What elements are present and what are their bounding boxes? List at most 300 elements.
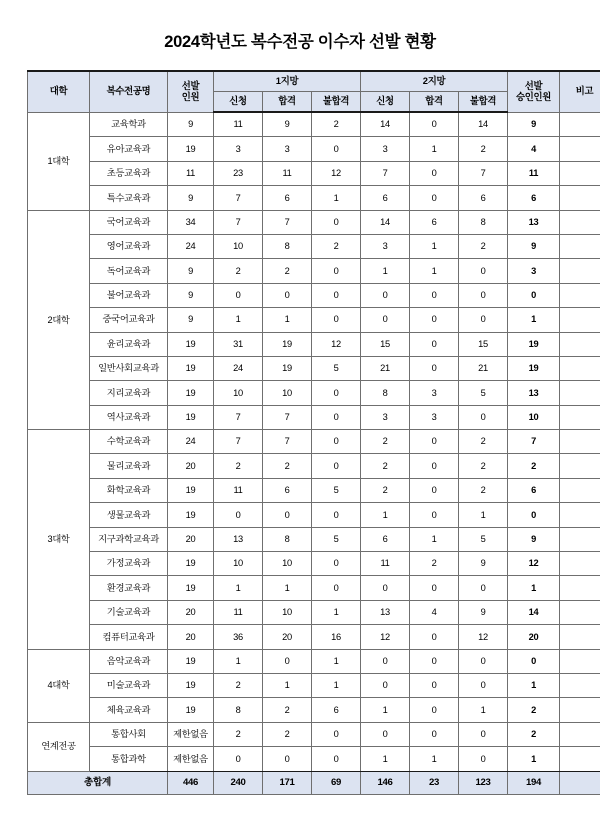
cell-c1-passed: 0	[263, 283, 312, 307]
cell-c1-applied: 1	[214, 576, 263, 600]
cell-c2-failed: 5	[459, 381, 508, 405]
cell-c2-passed: 2	[410, 552, 459, 576]
table-row	[28, 356, 600, 380]
cell-c2-failed: 2	[459, 478, 508, 502]
cell-note	[560, 283, 600, 307]
cell-note	[560, 625, 600, 649]
cell-note	[560, 234, 600, 258]
cell-c1-applied: 11	[214, 112, 263, 137]
cell-major: 통합과학	[90, 747, 168, 771]
table-row	[28, 649, 600, 673]
cell-c1-failed: 0	[312, 259, 361, 283]
cell-quota: 9	[168, 186, 214, 210]
cell-major: 일반사회교육과	[90, 356, 168, 380]
cell-c2-passed: 3	[410, 405, 459, 429]
total-c2-failed: 123	[459, 771, 508, 794]
cell-c1-failed: 5	[312, 478, 361, 502]
cell-c2-passed: 0	[410, 649, 459, 673]
cell-approved: 14	[508, 600, 560, 624]
header-row-top	[28, 71, 600, 92]
cell-c1-applied: 2	[214, 259, 263, 283]
cell-quota: 20	[168, 527, 214, 551]
cell-c1-failed: 0	[312, 405, 361, 429]
cell-note	[560, 478, 600, 502]
cell-major: 불어교육과	[90, 283, 168, 307]
cell-note	[560, 649, 600, 673]
table-row	[28, 576, 600, 600]
cell-c1-passed: 0	[263, 747, 312, 771]
cell-c2-failed: 2	[459, 137, 508, 161]
cell-c1-failed: 0	[312, 576, 361, 600]
multi-major-selection-table	[27, 70, 600, 795]
cell-c2-passed: 0	[410, 161, 459, 185]
cell-c1-applied: 13	[214, 527, 263, 551]
header-quota-line2: 인원	[181, 90, 200, 102]
cell-c1-applied: 31	[214, 332, 263, 356]
cell-approved: 9	[508, 234, 560, 258]
cell-approved: 12	[508, 552, 560, 576]
cell-c2-applied: 1	[361, 698, 410, 722]
cell-c2-passed: 0	[410, 454, 459, 478]
cell-c2-passed: 3	[410, 381, 459, 405]
cell-note	[560, 356, 600, 380]
table-row	[28, 747, 600, 771]
cell-major: 기술교육과	[90, 600, 168, 624]
total-c2-passed: 23	[410, 771, 459, 794]
cell-note	[560, 722, 600, 746]
cell-c2-passed: 1	[410, 259, 459, 283]
cell-c2-failed: 21	[459, 356, 508, 380]
cell-note	[560, 381, 600, 405]
header-approved-line2: 승인인원	[515, 90, 552, 102]
header-choice1-applied: 신청	[214, 92, 263, 113]
cell-c1-failed: 1	[312, 600, 361, 624]
cell-c2-failed: 0	[459, 673, 508, 697]
header-college: 대학	[28, 71, 90, 112]
cell-c2-failed: 12	[459, 625, 508, 649]
cell-approved: 0	[508, 283, 560, 307]
cell-c2-passed: 1	[410, 527, 459, 551]
cell-c2-applied: 0	[361, 283, 410, 307]
cell-college: 4대학	[28, 649, 90, 722]
cell-approved: 20	[508, 625, 560, 649]
cell-c2-passed: 0	[410, 478, 459, 502]
cell-c1-failed: 6	[312, 698, 361, 722]
header-major: 복수전공명	[90, 71, 168, 112]
table-header	[28, 71, 600, 112]
cell-approved: 1	[508, 308, 560, 332]
cell-note	[560, 161, 600, 185]
cell-c2-failed: 8	[459, 210, 508, 234]
cell-c2-applied: 1	[361, 747, 410, 771]
cell-c1-applied: 7	[214, 186, 263, 210]
table-row	[28, 430, 600, 454]
cell-note	[560, 552, 600, 576]
cell-college: 3대학	[28, 430, 90, 650]
table-row	[28, 234, 600, 258]
cell-quota: 9	[168, 308, 214, 332]
cell-c2-passed: 0	[410, 332, 459, 356]
cell-c1-applied: 10	[214, 552, 263, 576]
cell-note	[560, 503, 600, 527]
cell-approved: 4	[508, 137, 560, 161]
table-container	[0, 70, 600, 795]
cell-note	[560, 698, 600, 722]
cell-c1-applied: 7	[214, 210, 263, 234]
table-footer	[28, 771, 600, 794]
cell-c1-passed: 2	[263, 259, 312, 283]
cell-quota: 제한없음	[168, 722, 214, 746]
header-choice2-passed: 합격	[410, 92, 459, 113]
cell-c2-failed: 15	[459, 332, 508, 356]
total-c1-failed: 69	[312, 771, 361, 794]
cell-major: 초등교육과	[90, 161, 168, 185]
table-row	[28, 381, 600, 405]
header-choice2-failed: 불합격	[459, 92, 508, 113]
cell-major: 미술교육과	[90, 673, 168, 697]
cell-major: 독어교육과	[90, 259, 168, 283]
cell-c2-applied: 7	[361, 161, 410, 185]
cell-c1-applied: 11	[214, 600, 263, 624]
cell-approved: 1	[508, 576, 560, 600]
cell-quota: 19	[168, 649, 214, 673]
cell-major: 생물교육과	[90, 503, 168, 527]
cell-major: 영어교육과	[90, 234, 168, 258]
cell-c1-passed: 10	[263, 600, 312, 624]
cell-approved: 7	[508, 430, 560, 454]
cell-c2-passed: 6	[410, 210, 459, 234]
cell-c1-applied: 36	[214, 625, 263, 649]
cell-c2-applied: 15	[361, 332, 410, 356]
cell-c2-failed: 2	[459, 234, 508, 258]
cell-c1-passed: 2	[263, 454, 312, 478]
cell-c2-passed: 0	[410, 625, 459, 649]
header-approved	[508, 71, 560, 112]
cell-note	[560, 308, 600, 332]
cell-c1-passed: 0	[263, 649, 312, 673]
header-choice1-failed: 불합격	[312, 92, 361, 113]
cell-c2-failed: 0	[459, 649, 508, 673]
cell-c2-applied: 2	[361, 430, 410, 454]
table-row	[28, 332, 600, 356]
cell-c1-failed: 0	[312, 430, 361, 454]
header-quota	[168, 71, 214, 112]
cell-c1-passed: 8	[263, 234, 312, 258]
cell-c2-failed: 0	[459, 259, 508, 283]
cell-c2-failed: 0	[459, 405, 508, 429]
cell-c2-applied: 21	[361, 356, 410, 380]
cell-note	[560, 576, 600, 600]
cell-c1-passed: 1	[263, 576, 312, 600]
cell-note	[560, 673, 600, 697]
cell-c1-failed: 0	[312, 454, 361, 478]
cell-approved: 3	[508, 259, 560, 283]
cell-c1-failed: 5	[312, 527, 361, 551]
cell-c2-failed: 0	[459, 308, 508, 332]
cell-c2-failed: 9	[459, 600, 508, 624]
cell-c1-applied: 8	[214, 698, 263, 722]
cell-c1-passed: 1	[263, 308, 312, 332]
cell-approved: 0	[508, 503, 560, 527]
cell-c2-passed: 0	[410, 430, 459, 454]
cell-c1-applied: 23	[214, 161, 263, 185]
cell-major: 지구과학교육과	[90, 527, 168, 551]
cell-c1-applied: 2	[214, 722, 263, 746]
cell-c2-applied: 0	[361, 722, 410, 746]
cell-c1-applied: 7	[214, 430, 263, 454]
cell-major: 중국어교육과	[90, 308, 168, 332]
cell-c1-failed: 0	[312, 210, 361, 234]
cell-c2-applied: 14	[361, 210, 410, 234]
cell-c2-passed: 0	[410, 698, 459, 722]
cell-quota: 20	[168, 625, 214, 649]
table-row	[28, 625, 600, 649]
total-note	[560, 771, 600, 794]
cell-c1-failed: 5	[312, 356, 361, 380]
total-c1-applied: 240	[214, 771, 263, 794]
cell-c2-passed: 0	[410, 576, 459, 600]
cell-quota: 19	[168, 137, 214, 161]
cell-quota: 20	[168, 600, 214, 624]
cell-c2-passed: 0	[410, 112, 459, 137]
cell-c2-applied: 0	[361, 673, 410, 697]
cell-college: 1대학	[28, 112, 90, 210]
cell-c1-failed: 16	[312, 625, 361, 649]
cell-major: 지리교육과	[90, 381, 168, 405]
cell-major: 역사교육과	[90, 405, 168, 429]
header-choice1-passed: 합격	[263, 92, 312, 113]
cell-c2-failed: 5	[459, 527, 508, 551]
cell-c1-passed: 10	[263, 552, 312, 576]
cell-quota: 제한없음	[168, 747, 214, 771]
cell-c1-failed: 0	[312, 552, 361, 576]
cell-major: 교육학과	[90, 112, 168, 137]
table-row	[28, 454, 600, 478]
table-row	[28, 552, 600, 576]
cell-c2-applied: 0	[361, 308, 410, 332]
total-quota: 446	[168, 771, 214, 794]
header-approved-line1: 선발	[524, 79, 543, 91]
cell-c2-passed: 0	[410, 283, 459, 307]
cell-c1-failed: 1	[312, 673, 361, 697]
cell-major: 유아교육과	[90, 137, 168, 161]
cell-c2-applied: 11	[361, 552, 410, 576]
header-choice1: 1지망	[214, 71, 361, 92]
table-row	[28, 186, 600, 210]
cell-approved: 19	[508, 356, 560, 380]
cell-note	[560, 210, 600, 234]
cell-note	[560, 747, 600, 771]
cell-c2-applied: 3	[361, 137, 410, 161]
table-row	[28, 283, 600, 307]
cell-c1-failed: 0	[312, 137, 361, 161]
cell-c2-failed: 0	[459, 747, 508, 771]
cell-c2-failed: 1	[459, 698, 508, 722]
cell-quota: 19	[168, 356, 214, 380]
cell-quota: 11	[168, 161, 214, 185]
cell-c2-applied: 2	[361, 454, 410, 478]
cell-college: 2대학	[28, 210, 90, 430]
cell-c1-passed: 7	[263, 210, 312, 234]
cell-c1-passed: 10	[263, 381, 312, 405]
cell-approved: 1	[508, 673, 560, 697]
cell-note	[560, 259, 600, 283]
cell-c1-passed: 19	[263, 332, 312, 356]
cell-c2-passed: 0	[410, 308, 459, 332]
cell-approved: 2	[508, 722, 560, 746]
cell-c2-passed: 1	[410, 137, 459, 161]
cell-approved: 13	[508, 381, 560, 405]
cell-c2-applied: 3	[361, 405, 410, 429]
cell-c1-failed: 0	[312, 381, 361, 405]
table-row	[28, 600, 600, 624]
cell-c2-passed: 1	[410, 234, 459, 258]
cell-c1-passed: 20	[263, 625, 312, 649]
cell-approved: 19	[508, 332, 560, 356]
cell-c1-applied: 0	[214, 283, 263, 307]
cell-c1-applied: 10	[214, 381, 263, 405]
cell-c2-failed: 14	[459, 112, 508, 137]
cell-c1-passed: 6	[263, 186, 312, 210]
cell-major: 윤리교육과	[90, 332, 168, 356]
cell-approved: 6	[508, 478, 560, 502]
table-row	[28, 405, 600, 429]
table-row	[28, 478, 600, 502]
cell-c2-failed: 0	[459, 283, 508, 307]
cell-approved: 2	[508, 698, 560, 722]
header-note: 비고	[560, 71, 600, 112]
total-row	[28, 771, 600, 794]
cell-c1-failed: 0	[312, 283, 361, 307]
cell-c2-passed: 0	[410, 673, 459, 697]
cell-c1-applied: 3	[214, 137, 263, 161]
cell-c1-failed: 2	[312, 234, 361, 258]
cell-c1-passed: 7	[263, 405, 312, 429]
header-choice2: 2지망	[361, 71, 508, 92]
cell-note	[560, 405, 600, 429]
cell-approved: 13	[508, 210, 560, 234]
cell-c2-applied: 6	[361, 527, 410, 551]
cell-c1-passed: 2	[263, 722, 312, 746]
cell-quota: 24	[168, 430, 214, 454]
cell-c2-applied: 0	[361, 649, 410, 673]
cell-major: 컴퓨터교육과	[90, 625, 168, 649]
cell-quota: 19	[168, 503, 214, 527]
cell-c1-failed: 0	[312, 722, 361, 746]
cell-major: 국어교육과	[90, 210, 168, 234]
cell-c2-passed: 0	[410, 186, 459, 210]
cell-c2-passed: 0	[410, 503, 459, 527]
cell-quota: 9	[168, 112, 214, 137]
cell-note	[560, 600, 600, 624]
cell-c1-applied: 11	[214, 478, 263, 502]
cell-major: 가정교육과	[90, 552, 168, 576]
cell-major: 물리교육과	[90, 454, 168, 478]
cell-c1-applied: 1	[214, 308, 263, 332]
cell-c1-failed: 0	[312, 503, 361, 527]
table-row	[28, 673, 600, 697]
cell-c1-applied: 1	[214, 649, 263, 673]
table-row	[28, 503, 600, 527]
table-row	[28, 210, 600, 234]
cell-c1-passed: 11	[263, 161, 312, 185]
total-approved: 194	[508, 771, 560, 794]
cell-quota: 19	[168, 576, 214, 600]
cell-c2-applied: 1	[361, 503, 410, 527]
cell-note	[560, 454, 600, 478]
cell-quota: 9	[168, 259, 214, 283]
cell-c2-applied: 12	[361, 625, 410, 649]
total-c1-passed: 171	[263, 771, 312, 794]
cell-major: 수학교육과	[90, 430, 168, 454]
cell-quota: 24	[168, 234, 214, 258]
cell-major: 음악교육과	[90, 649, 168, 673]
cell-c1-failed: 1	[312, 186, 361, 210]
cell-c1-failed: 12	[312, 161, 361, 185]
cell-approved: 6	[508, 186, 560, 210]
cell-c2-failed: 0	[459, 722, 508, 746]
cell-c1-failed: 1	[312, 649, 361, 673]
cell-c1-failed: 0	[312, 747, 361, 771]
cell-quota: 20	[168, 454, 214, 478]
total-c2-applied: 146	[361, 771, 410, 794]
cell-c2-failed: 2	[459, 454, 508, 478]
cell-c1-failed: 12	[312, 332, 361, 356]
cell-c1-applied: 7	[214, 405, 263, 429]
cell-c1-passed: 8	[263, 527, 312, 551]
cell-approved: 9	[508, 527, 560, 551]
table-row	[28, 137, 600, 161]
table-row	[28, 722, 600, 746]
cell-c2-applied: 1	[361, 259, 410, 283]
cell-c1-passed: 2	[263, 698, 312, 722]
cell-major: 화학교육과	[90, 478, 168, 502]
cell-note	[560, 186, 600, 210]
cell-note	[560, 112, 600, 137]
page-title: 2024학년도 복수전공 이수자 선발 현황	[164, 33, 436, 51]
cell-note	[560, 332, 600, 356]
cell-quota: 19	[168, 552, 214, 576]
cell-approved: 10	[508, 405, 560, 429]
cell-c1-applied: 10	[214, 234, 263, 258]
cell-note	[560, 527, 600, 551]
cell-c1-failed: 2	[312, 112, 361, 137]
cell-quota: 19	[168, 673, 214, 697]
cell-c1-passed: 0	[263, 503, 312, 527]
cell-c2-applied: 8	[361, 381, 410, 405]
cell-c2-passed: 0	[410, 722, 459, 746]
cell-approved: 0	[508, 649, 560, 673]
cell-quota: 9	[168, 283, 214, 307]
cell-c1-passed: 6	[263, 478, 312, 502]
cell-c1-applied: 24	[214, 356, 263, 380]
cell-c2-failed: 7	[459, 161, 508, 185]
table-row	[28, 259, 600, 283]
cell-c2-failed: 1	[459, 503, 508, 527]
header-quota-line1: 선발	[181, 79, 200, 91]
cell-c1-applied: 2	[214, 673, 263, 697]
cell-quota: 19	[168, 381, 214, 405]
cell-c2-applied: 3	[361, 234, 410, 258]
cell-c1-passed: 3	[263, 137, 312, 161]
cell-c2-passed: 4	[410, 600, 459, 624]
cell-c2-applied: 14	[361, 112, 410, 137]
table-row	[28, 161, 600, 185]
cell-c1-passed: 1	[263, 673, 312, 697]
cell-quota: 19	[168, 405, 214, 429]
cell-approved: 9	[508, 112, 560, 137]
cell-quota: 19	[168, 332, 214, 356]
